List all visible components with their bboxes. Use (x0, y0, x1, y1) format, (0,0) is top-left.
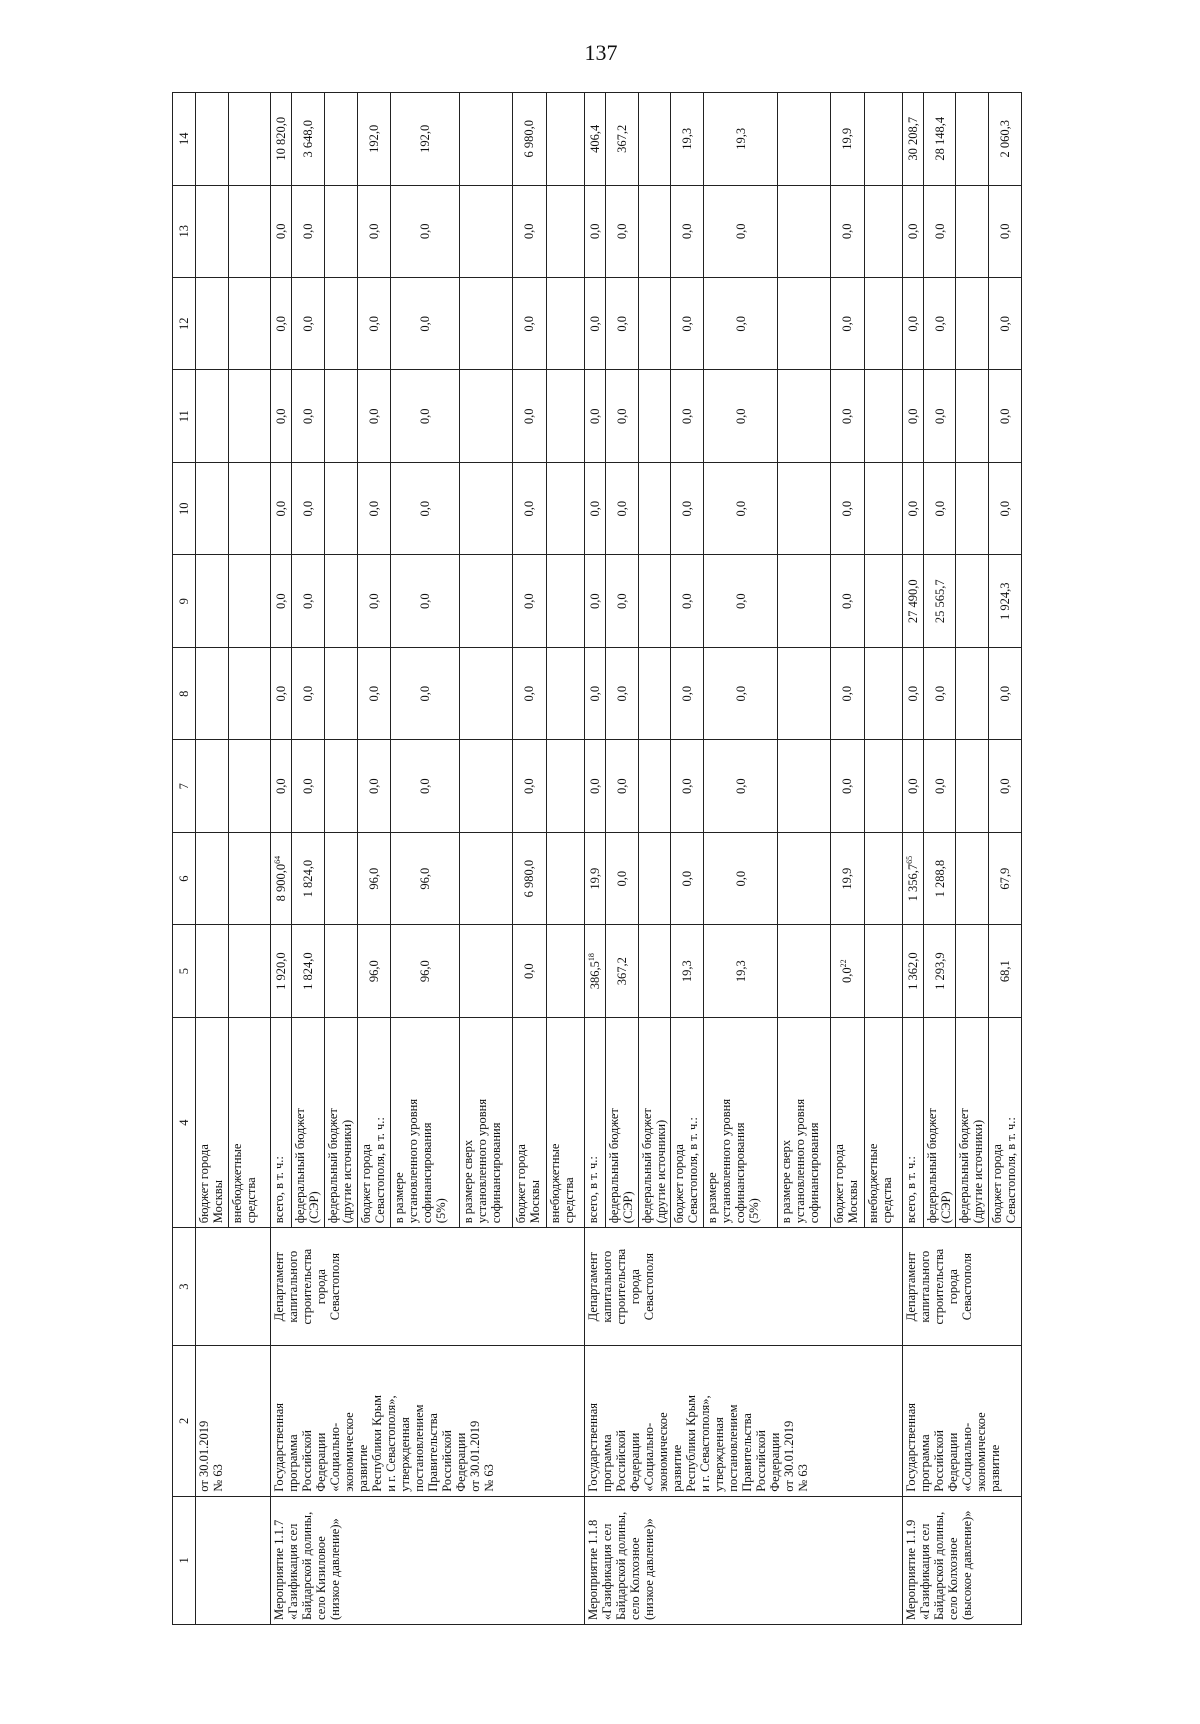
value-cell-col-5: 68,1 (989, 925, 1022, 1017)
header-cell-3: 3 (173, 1228, 196, 1346)
value-cell-col-5: 96,0 (390, 925, 460, 1017)
value-cell-col-12: 0,0 (704, 278, 778, 370)
value-cell-col-12 (956, 278, 989, 370)
value-cell-col-11: 0,0 (902, 370, 923, 462)
page-number: 137 (584, 40, 618, 65)
funding-source-cell: внебюджетные средства (864, 1017, 902, 1227)
value-cell-col-14: 30 208,7 (902, 93, 923, 186)
value-cell-col-10: 0,0 (902, 462, 923, 554)
value-cell-col-9: 0,0 (671, 555, 704, 647)
value-cell-col-5: 1 362,0 (902, 925, 923, 1017)
funding-source-cell: бюджет города Севастополя, в т. ч.: (989, 1017, 1022, 1227)
value-cell-col-7 (777, 740, 830, 832)
value-cell-col-5 (638, 925, 671, 1017)
rotated-table-wrapper (172, 92, 1022, 1625)
funding-source-cell: федеральный бюджет (другие источники) (325, 1017, 358, 1227)
value-cell-col-5: 96,0 (357, 925, 390, 1017)
value-cell-col-14 (777, 93, 830, 186)
value-cell-col-7: 0,0 (605, 740, 638, 832)
value-cell-col-5: 0,0 (512, 925, 546, 1017)
value-cell-col-6 (460, 832, 513, 924)
value-cell-col-14 (460, 93, 513, 186)
value-cell-col-7: 0,0 (512, 740, 546, 832)
value-cell-col-10 (460, 462, 513, 554)
value-cell-col-6 (777, 832, 830, 924)
activity-name-cell (196, 1496, 271, 1624)
value-cell-col-12: 0,0 (923, 278, 956, 370)
value-cell-col-14: 192,0 (357, 93, 390, 186)
value-cell-col-12: 0,0 (584, 278, 605, 370)
value-cell-col-10 (546, 462, 584, 554)
value-cell (228, 555, 270, 647)
value-cell-col-8: 0,0 (671, 647, 704, 739)
funding-source-cell: в размере сверх установленного уровня софинансирования (460, 1017, 513, 1227)
value-cell-col-9: 1 924,3 (989, 555, 1022, 647)
value-cell-col-7: 0,0 (830, 740, 864, 832)
value-cell-col-12: 0,0 (830, 278, 864, 370)
activity-name-cell: Мероприятие 1.1.9 «Газификация сел Байдарской долины, село Колхозное (высокое давление)» (902, 1496, 1021, 1624)
value-cell (228, 93, 270, 186)
value-cell (228, 370, 270, 462)
value-cell-col-7: 0,0 (357, 740, 390, 832)
value-cell-col-10 (325, 462, 358, 554)
program-doc-cell: от 30.01.2019 № 63 (196, 1346, 271, 1497)
value-cell (228, 278, 270, 370)
value-cell-col-13 (460, 185, 513, 277)
value-cell (228, 740, 270, 832)
value-cell-col-8: 0,0 (292, 647, 325, 739)
value-cell-col-12 (460, 278, 513, 370)
value-cell-col-6: 0,0 (605, 832, 638, 924)
value-cell-col-8: 0,0 (830, 647, 864, 739)
value-cell-col-9: 27 490,0 (902, 555, 923, 647)
value-cell-col-9 (864, 555, 902, 647)
value-cell-col-8: 0,0 (989, 647, 1022, 739)
value-cell-col-11 (777, 370, 830, 462)
header-cell-14: 14 (173, 93, 196, 186)
value-cell-col-6: 0,0 (704, 832, 778, 924)
value-cell-col-14: 28 148,4 (923, 93, 956, 186)
value-cell-col-13 (325, 185, 358, 277)
value-cell-col-8: 0,0 (584, 647, 605, 739)
footnote-marker: 22 (839, 959, 849, 968)
value-cell-col-6: 6 980,0 (512, 832, 546, 924)
header-cell-5: 5 (173, 925, 196, 1017)
value-cell-col-11: 0,0 (512, 370, 546, 462)
value-cell-col-11: 0,0 (830, 370, 864, 462)
value-cell-col-8 (777, 647, 830, 739)
value-cell-col-12: 0,0 (271, 278, 292, 370)
value-cell-col-5 (777, 925, 830, 1017)
funding-source-cell: федеральный бюджет (другие источники) (638, 1017, 671, 1227)
value-cell (196, 93, 229, 186)
value-cell-col-6: 1 356,7$^{65}$ (902, 832, 923, 924)
value-cell-col-14: 19,3 (704, 93, 778, 186)
value-cell-col-10: 0,0 (357, 462, 390, 554)
value-cell-col-7: 0,0 (704, 740, 778, 832)
value-cell-col-9 (638, 555, 671, 647)
value-cell-col-11: 0,0 (605, 370, 638, 462)
value-cell-col-5: 367,2 (605, 925, 638, 1017)
value-cell-col-11: 0,0 (704, 370, 778, 462)
value-cell-col-6 (638, 832, 671, 924)
value-cell-col-11: 0,0 (584, 370, 605, 462)
value-cell-col-13: 0,0 (830, 185, 864, 277)
value-cell-col-11: 0,0 (357, 370, 390, 462)
value-cell-col-11 (460, 370, 513, 462)
value-cell-col-8 (325, 647, 358, 739)
funding-source-cell: бюджет города Москвы (512, 1017, 546, 1227)
value-cell (196, 647, 229, 739)
value-cell-col-6: 96,0 (390, 832, 460, 924)
value-cell-col-12 (638, 278, 671, 370)
value-cell-col-11 (864, 370, 902, 462)
value-cell-col-7 (460, 740, 513, 832)
value-cell-col-8 (956, 647, 989, 739)
value-cell-col-14: 406,4 (584, 93, 605, 186)
value-cell (196, 462, 229, 554)
executor-cell: Департамент капитального строительства города Севастополя (271, 1228, 585, 1346)
value-cell-col-13: 0,0 (989, 185, 1022, 277)
value-cell-col-12: 0,0 (512, 278, 546, 370)
value-cell-col-10: 0,0 (704, 462, 778, 554)
value-cell-col-13: 0,0 (671, 185, 704, 277)
value-cell-col-7 (956, 740, 989, 832)
value-cell-col-12: 0,0 (989, 278, 1022, 370)
value-cell-col-13: 0,0 (512, 185, 546, 277)
executor-cell: Департамент капитального строительства города Севастополя (902, 1228, 1021, 1346)
value-cell-col-5: 386,5$^{18}$ (584, 925, 605, 1017)
table-row (902, 93, 923, 1625)
value-cell-col-12: 0,0 (390, 278, 460, 370)
footnote-marker: 18 (586, 953, 596, 962)
value-cell-col-6: 19,9 (584, 832, 605, 924)
value-cell-col-9: 0,0 (704, 555, 778, 647)
value-cell (196, 740, 229, 832)
footnote-marker: 65 (904, 855, 914, 864)
value-cell-col-14: 3 648,0 (292, 93, 325, 186)
value-cell-col-9: 0,0 (830, 555, 864, 647)
value-cell-col-7: 0,0 (671, 740, 704, 832)
funding-source-cell: федеральный бюджет (СЭР) (292, 1017, 325, 1227)
value-cell-col-7: 0,0 (584, 740, 605, 832)
value-cell-col-5: $0,0^{22}$ (830, 925, 864, 1017)
value-cell-col-8: 0,0 (605, 647, 638, 739)
value-cell-col-11: 0,0 (390, 370, 460, 462)
value-cell-col-9: 0,0 (292, 555, 325, 647)
value-cell-col-11: 0,0 (671, 370, 704, 462)
value-cell-col-10 (956, 462, 989, 554)
value-cell-col-8: 0,0 (902, 647, 923, 739)
value-cell (196, 832, 229, 924)
value-cell-col-9: 0,0 (605, 555, 638, 647)
value-cell-col-13: 0,0 (357, 185, 390, 277)
value-cell (228, 647, 270, 739)
value-cell-col-7: 0,0 (989, 740, 1022, 832)
funding-source-cell: бюджет города Севастополя, в т. ч.: (671, 1017, 704, 1227)
funding-source-cell: федеральный бюджет (другие источники) (956, 1017, 989, 1227)
activity-name-cell: Мероприятие 1.1.7 «Газификация сел Байдарской долины, село Кизиловое (низкое давление)» (271, 1496, 585, 1624)
value-cell-col-14: 10 820,0 (271, 93, 292, 186)
value-cell-col-12: 0,0 (605, 278, 638, 370)
funding-source-cell: бюджет города Москвы (830, 1017, 864, 1227)
value-cell-col-7: 0,0 (271, 740, 292, 832)
value-cell-col-11 (638, 370, 671, 462)
value-cell-col-10 (638, 462, 671, 554)
value-cell-col-6 (956, 832, 989, 924)
value-cell-col-5: 19,3 (704, 925, 778, 1017)
funding-source-cell: всего, в т. ч.: (271, 1017, 292, 1227)
value-cell-col-14 (956, 93, 989, 186)
value-cell-col-5 (956, 925, 989, 1017)
value-cell-col-11: 0,0 (271, 370, 292, 462)
value-cell-col-11 (546, 370, 584, 462)
value-cell-col-14: 367,2 (605, 93, 638, 186)
value-cell-col-14 (638, 93, 671, 186)
value-cell-col-14: 192,0 (390, 93, 460, 186)
value-cell-col-9 (460, 555, 513, 647)
value-cell-col-14: 19,3 (671, 93, 704, 186)
header-cell-2: 2 (173, 1346, 196, 1497)
value-cell-col-12: 0,0 (292, 278, 325, 370)
value-cell-col-5 (460, 925, 513, 1017)
program-doc-cell: Государственная программа Российской Федерации «Социально- экономическое развитие Республики Крым и г. Севастополя», утвержденная постановлением Правительства Российской Федерации от 30.01.2019 № 63 (584, 1346, 902, 1497)
value-cell-col-5 (325, 925, 358, 1017)
header-cell-4: 4 (173, 1017, 196, 1227)
value-cell-col-8 (864, 647, 902, 739)
value-cell-col-12: 0,0 (357, 278, 390, 370)
value-cell-col-5 (546, 925, 584, 1017)
value-cell-col-7: 0,0 (390, 740, 460, 832)
value-cell-col-9 (777, 555, 830, 647)
value-cell-col-8: 0,0 (390, 647, 460, 739)
table-row (271, 93, 292, 1625)
value-cell-col-11 (325, 370, 358, 462)
value-cell-col-8: 0,0 (512, 647, 546, 739)
value-cell (228, 925, 270, 1017)
header-cell-9: 9 (173, 555, 196, 647)
header-cell-8: 8 (173, 647, 196, 739)
value-cell-col-13: 0,0 (292, 185, 325, 277)
value-cell-col-10: 0,0 (989, 462, 1022, 554)
funding-source-cell: бюджет города Москвы (196, 1017, 229, 1227)
value-cell-col-7 (546, 740, 584, 832)
value-cell-col-13: 0,0 (390, 185, 460, 277)
funding-source-cell: федеральный бюджет (СЭР) (605, 1017, 638, 1227)
value-cell-col-7: 0,0 (923, 740, 956, 832)
value-cell-col-9: 0,0 (357, 555, 390, 647)
value-cell-col-5: 1 293,9 (923, 925, 956, 1017)
value-cell-col-10 (777, 462, 830, 554)
funding-source-cell: федеральный бюджет (СЭР) (923, 1017, 956, 1227)
header-cell-11: 11 (173, 370, 196, 462)
value-cell-col-8: 0,0 (357, 647, 390, 739)
value-cell-col-13 (638, 185, 671, 277)
table-row (584, 93, 605, 1625)
value-cell-col-10: 0,0 (671, 462, 704, 554)
value-cell-col-10: 0,0 (292, 462, 325, 554)
value-cell-col-7: 0,0 (292, 740, 325, 832)
value-cell-col-12 (325, 278, 358, 370)
value-cell-col-6: 0,0 (671, 832, 704, 924)
value-cell-col-13: 0,0 (902, 185, 923, 277)
value-cell-col-12 (546, 278, 584, 370)
value-cell-col-13 (546, 185, 584, 277)
value-cell-col-12 (864, 278, 902, 370)
value-cell-col-13: 0,0 (704, 185, 778, 277)
header-cell-7: 7 (173, 740, 196, 832)
value-cell-col-7 (325, 740, 358, 832)
header-cell-1: 1 (173, 1496, 196, 1624)
funding-source-cell: всего, в т. ч.: (584, 1017, 605, 1227)
value-cell-col-6 (325, 832, 358, 924)
value-cell-col-6: 1 288,8 (923, 832, 956, 924)
funding-source-cell: внебюджетные средства (228, 1017, 270, 1227)
funding-source-cell: всего, в т. ч.: (902, 1017, 923, 1227)
value-cell-col-11 (956, 370, 989, 462)
value-cell-col-5: 19,3 (671, 925, 704, 1017)
value-cell-col-8 (546, 647, 584, 739)
funding-source-cell: внебюджетные средства (546, 1017, 584, 1227)
value-cell (196, 925, 229, 1017)
value-cell (196, 185, 229, 277)
value-cell-col-8: 0,0 (704, 647, 778, 739)
value-cell-col-10: 0,0 (512, 462, 546, 554)
value-cell-col-14: 2 060,3 (989, 93, 1022, 186)
value-cell (228, 185, 270, 277)
value-cell-col-9: 25 565,7 (923, 555, 956, 647)
value-cell-col-12: 0,0 (671, 278, 704, 370)
value-cell-col-12: 0,0 (902, 278, 923, 370)
header-cell-12: 12 (173, 278, 196, 370)
value-cell-col-10 (864, 462, 902, 554)
value-cell-col-10: 0,0 (271, 462, 292, 554)
value-cell-col-11: 0,0 (989, 370, 1022, 462)
value-cell (228, 462, 270, 554)
executor-cell: Департамент капитального строительства города Севастополя (584, 1228, 902, 1346)
value-cell-col-9 (546, 555, 584, 647)
value-cell-col-7 (638, 740, 671, 832)
value-cell (228, 832, 270, 924)
value-cell-col-13: 0,0 (923, 185, 956, 277)
value-cell-col-6: 67,9 (989, 832, 1022, 924)
value-cell-col-5: 1 920,0 (271, 925, 292, 1017)
activity-name-cell: Мероприятие 1.1.8 «Газификация сел Байдарской долины, село Колхозное (низкое давление)» (584, 1496, 902, 1624)
value-cell (196, 278, 229, 370)
value-cell-col-6 (546, 832, 584, 924)
value-cell-col-13: 0,0 (584, 185, 605, 277)
value-cell-col-10: 0,0 (584, 462, 605, 554)
value-cell-col-13 (777, 185, 830, 277)
value-cell-col-5 (864, 925, 902, 1017)
value-cell-col-11: 0,0 (292, 370, 325, 462)
value-cell-col-13 (864, 185, 902, 277)
program-doc-cell: Государственная программа Российской Федерации «Социально- экономическое развитие Республики Крым и г. Севастополя», утвержденная постановлением Правительства Российской Федерации от 30.01.2019 № 63 (271, 1346, 585, 1497)
value-cell-col-8: 0,0 (271, 647, 292, 739)
value-cell-col-10: 0,0 (830, 462, 864, 554)
funding-source-cell: в размере установленного уровня софинансирования (5%) (704, 1017, 778, 1227)
header-cell-10: 10 (173, 462, 196, 554)
value-cell-col-9 (325, 555, 358, 647)
header-row (173, 93, 196, 1625)
funding-table (172, 92, 1022, 1625)
program-doc-cell: Государственная программа Российской Федерации «Социально- экономическое развитие (902, 1346, 1021, 1497)
value-cell-col-11: 0,0 (923, 370, 956, 462)
value-cell-col-14 (864, 93, 902, 186)
value-cell-col-13: 0,0 (271, 185, 292, 277)
footnote-marker: 64 (273, 855, 283, 864)
value-cell-col-10: 0,0 (605, 462, 638, 554)
value-cell-col-14: 6 980,0 (512, 93, 546, 186)
value-cell-col-6: 19,9 (830, 832, 864, 924)
value-cell-col-8 (638, 647, 671, 739)
value-cell-col-9: 0,0 (584, 555, 605, 647)
value-cell-col-8: 0,0 (923, 647, 956, 739)
value-cell-col-9: 0,0 (390, 555, 460, 647)
value-cell-col-7: 0,0 (902, 740, 923, 832)
value-cell-col-8 (460, 647, 513, 739)
value-cell-col-6: 96,0 (357, 832, 390, 924)
executor-cell (196, 1228, 271, 1346)
value-cell-col-10: 0,0 (390, 462, 460, 554)
value-cell-col-12 (777, 278, 830, 370)
value-cell (196, 555, 229, 647)
funding-source-cell: бюджет города Севастополя, в т. ч.: (357, 1017, 390, 1227)
value-cell-col-13: 0,0 (605, 185, 638, 277)
funding-source-cell: в размере сверх установленного уровня софинансирования (777, 1017, 830, 1227)
value-cell-col-9: 0,0 (271, 555, 292, 647)
value-cell-col-9 (956, 555, 989, 647)
value-cell-col-14 (546, 93, 584, 186)
value-cell-col-5: 1 824,0 (292, 925, 325, 1017)
value-cell-col-14 (325, 93, 358, 186)
value-cell-col-7 (864, 740, 902, 832)
value-cell-col-13 (956, 185, 989, 277)
value-cell-col-6: 1 824,0 (292, 832, 325, 924)
value-cell-col-9: 0,0 (512, 555, 546, 647)
value-cell-col-14: 19,9 (830, 93, 864, 186)
value-cell-col-6: 8 900,0$^{64}$ (271, 832, 292, 924)
table-row (196, 93, 229, 1625)
funding-source-cell: в размере установленного уровня софинансирования (5%) (390, 1017, 460, 1227)
value-cell-col-10: 0,0 (923, 462, 956, 554)
header-cell-13: 13 (173, 185, 196, 277)
value-cell (196, 370, 229, 462)
value-cell-col-6 (864, 832, 902, 924)
header-cell-6: 6 (173, 832, 196, 924)
